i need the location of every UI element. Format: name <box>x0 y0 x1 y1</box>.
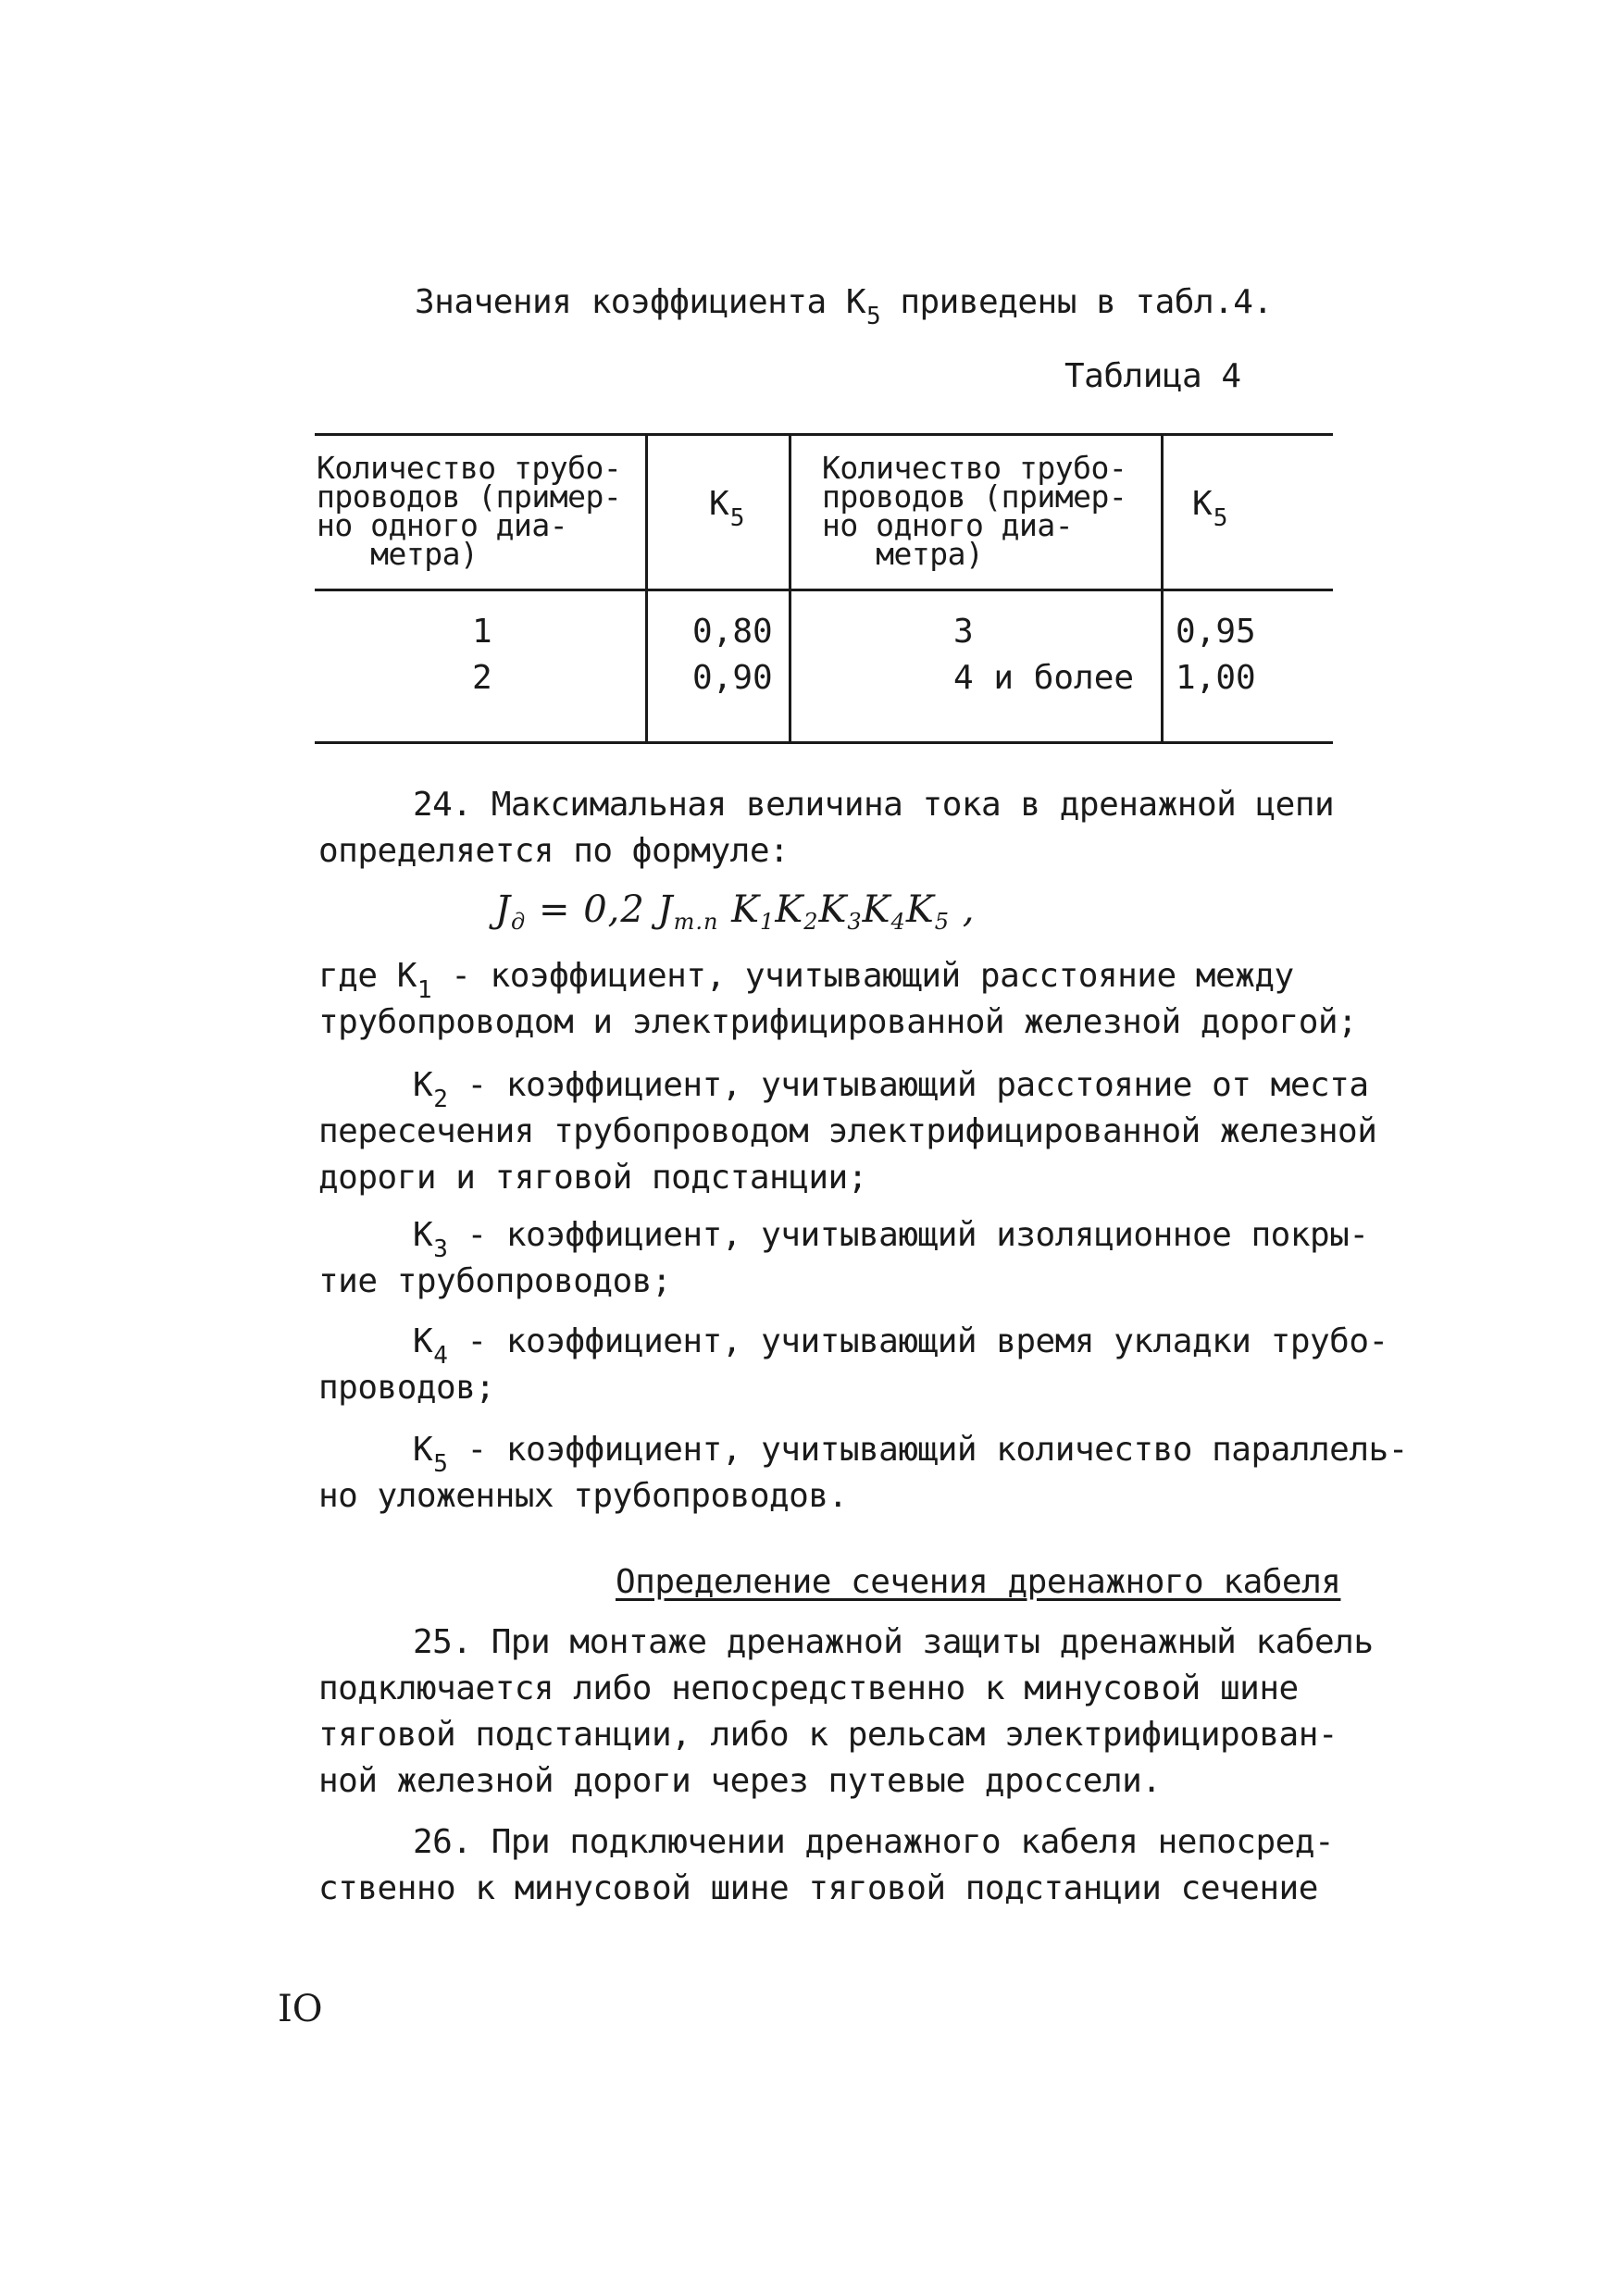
k5-definition: $К_5$ - коэффициент, учитывающий количество параллель- <box>413 1431 1408 1478</box>
page-number: IO <box>278 1988 323 2030</box>
intro-line <box>415 279 1273 329</box>
p24-line-1: 24. Максимальная величина тока в дренажной цепи <box>413 786 1335 824</box>
header-k5-right: $К_5$ <box>1192 485 1228 532</box>
header-k5-left: $К_5$ <box>709 485 745 532</box>
table-bottom-rule <box>315 741 1333 744</box>
p26-line-2: ственно к минусовой шине тяговой подстанции сечение <box>318 1869 1318 1907</box>
drainage-current-formula: $J_д = 0,2$ $J_{т.п}$ $K_1K_2K_3K_4K_5$ , <box>495 888 976 935</box>
table-label: Таблица 4 <box>1064 357 1241 395</box>
k1-definition: где $К_1$ - коэффициент, учитывающий расстояние между <box>318 957 1294 1004</box>
p26-line-1: 26. При подключении дренажного кабеля непосред- <box>413 1823 1335 1861</box>
table-top-rule <box>315 433 1333 436</box>
table-col-divider-2 <box>789 433 791 744</box>
coefficient-table <box>315 433 1333 744</box>
k4-definition-line-2: проводов; <box>318 1369 495 1407</box>
table-cell-k-b: 1,00 <box>1176 659 1256 697</box>
header-pipeline-count-right: Количество трубо- проводов (пример- но одного диа- метра) <box>822 450 1127 572</box>
k5-definition-line-2: но уложенных трубопроводов. <box>318 1477 848 1515</box>
p24-line-2: определяется по формуле: <box>318 832 790 870</box>
table-cell-count-a: 1 <box>472 613 492 651</box>
table-cell-count-b: 4 и более <box>953 659 1135 697</box>
p25-line-3: тяговой подстанции, либо к рельсам электрифицирован- <box>318 1716 1338 1754</box>
k1-definition-line-2: трубопроводом и электрифицированной железной дорогой; <box>318 1003 1358 1041</box>
p25-line-2: подключается либо непосредственно к минусовой шине <box>318 1669 1299 1707</box>
k3-definition-line-2: тие трубопроводов; <box>318 1262 672 1300</box>
table-col-divider-1 <box>645 433 648 744</box>
k3-definition: $К_3$ - коэффициент, учитывающий изоляционное покры- <box>413 1216 1369 1263</box>
k2-definition-line-2: пересечения трубопроводом электрифицированной железной <box>318 1112 1377 1150</box>
table-col-divider-3 <box>1161 433 1164 744</box>
table-cell-k-b: 0,95 <box>1176 613 1256 651</box>
section-heading: Определение сечения дренажного кабеля <box>616 1563 1341 1601</box>
table-cell-k-a: 0,90 <box>692 659 773 697</box>
k2-definition: $К_2$ - коэффициент, учитывающий расстояние от места <box>413 1066 1369 1113</box>
intro-text-end: приведены в табл.4. <box>880 283 1273 321</box>
table-cell-count-a: 2 <box>472 659 492 697</box>
header-pipeline-count-left: Количество трубо- проводов (пример- но одного диа- метра) <box>317 450 622 572</box>
p25-line-4: ной железной дороги через путевые дроссели. <box>318 1762 1162 1800</box>
intro-subscript: 5 <box>866 303 881 330</box>
table-cell-k-a: 0,80 <box>692 613 773 651</box>
table-header-rule <box>315 589 1333 591</box>
p25-line-1: 25. При монтаже дренажной защиты дренажный кабель <box>413 1623 1374 1661</box>
k4-definition: $К_4$ - коэффициент, учитывающий время укладки трубо- <box>413 1322 1388 1370</box>
k2-definition-line-3: дороги и тяговой подстанции; <box>318 1159 867 1197</box>
intro-text: Значения коэффициента К <box>415 283 865 321</box>
table-cell-count-b: 3 <box>953 613 974 651</box>
